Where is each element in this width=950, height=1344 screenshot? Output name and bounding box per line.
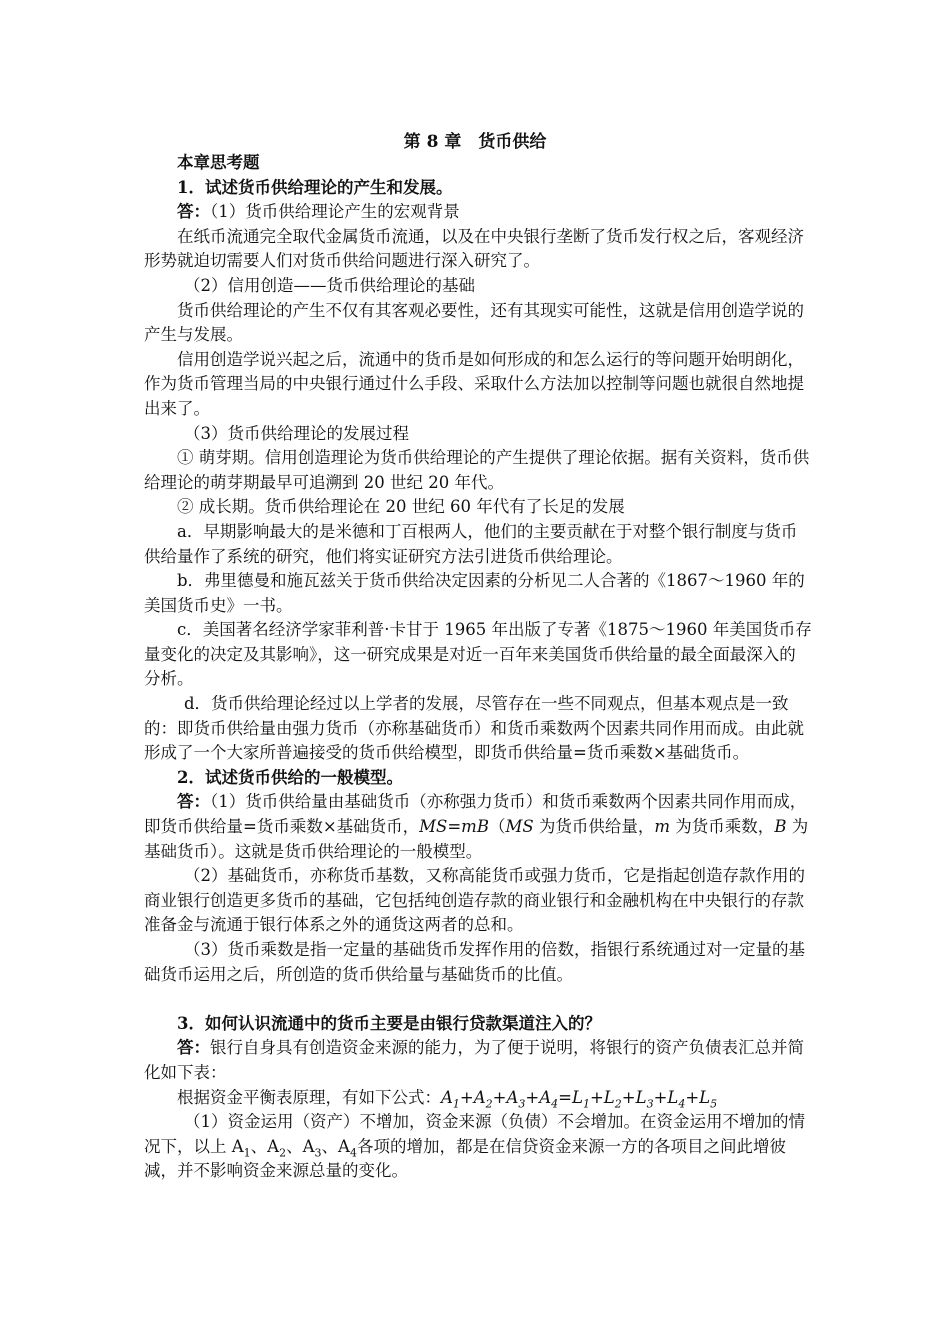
q2-p1-text-3: 为货币乘数， [670,817,775,837]
q1-subheading-2: （2）信用创造——货币供给理论的基础 [184,275,475,295]
q2-p1-text-4: 为基础货币）。这就是货币供给理论的一般模型。 [144,817,809,861]
q2-paragraph-1 [144,790,812,864]
q1-item-a: a．早期影响最大的是米德和丁百根两人，他们的主要贡献在于对整个银行制度与货币供给量作了系统的研究，他们将实证研究方法引进货币供给理论。 [144,521,798,566]
q2-p1-paren: （ [488,817,506,837]
q2-paragraph-2: （2）基础货币，亦称货币基数，又称高能货币或强力货币，它是指起创造存款作用的商业银行创造更多货币的基础，它包括纯创造存款的商业银行和金融机构在中央银行的存款准备金与流通于银行体系之外的通货这两者的总和。 [144,866,805,935]
q1-paragraph-3: 信用创造学说兴起之后，流通中的货币是如何形成的和怎么运行的等问题开始明朗化，作为货币管理当局的中央银行通过什么手段、采取什么方法加以控制等问题也就很自然地提出来了。 [144,349,804,418]
formula-ms-mb: MS=mB [419,817,489,837]
answer-label: 答： [177,1038,210,1058]
q2-p1-text-2: 为货币供给量， [533,817,655,837]
q1-item-c: c．美国著名经济学家菲利普·卡甘于 1965 年出版了专著《1875～1960 年美国货币存量变化的决定及其影响》，这一研究成果是对近一百年来美国货币供给量的最全面最深入的分析。 [144,620,812,689]
q1-paragraph-2: 货币供给理论的产生不仅有其客观必要性，还有其现实可能性，这就是信用创造学说的产生与发展。 [144,300,804,345]
q1-paragraph-5: ② 成长期。货币供给理论在 20 世纪 60 年代有了长足的发展 [177,497,625,517]
q3-p3-sep: 、A [286,1136,315,1156]
q3-paragraph-3: （1）资金运用（资产）不增加，资金来源（负债）不会增加。在资金运用不增加的情况下，以上 $A_1$、$A_2$、$A_3$、$A_4$各项的增加，都是在信贷资金来源一方的各项目之间此增彼减，并不影响资金来源总量的变化。 [144,1112,805,1181]
q2-p1-text: （1）货币供给量由基础货币（亦称强力货币）和货币乘数两个因素共同作用而成，即货币供给量=货币乘数×基础货币， [144,792,807,837]
q3-paragraph-2 [144,1086,812,1111]
q3-p3-sep: 、A [250,1136,280,1156]
var-m: m [654,817,671,837]
answer-label: 答： [177,202,210,222]
q3-p1-text: 银行自身具有创造资金来源的能力，为了便于说明，将银行的资产负债表汇总并简化如下表： [144,1038,804,1082]
q1-paragraph-1: 在纸币流通完全取代金属货币流通，以及在中央银行垄断了货币发行权之后，客观经济形势就迫切需要人们对货币供给问题进行深入研究了。 [144,226,804,271]
q1-subheading-3: （3）货币供给理论的发展过程 [184,423,409,443]
var-ms: MS [505,817,534,837]
q1-answer-intro [144,200,812,225]
question-1: 1．试述货币供给理论的产生和发展。 [177,177,453,197]
q1-paragraph-4: ① 萌芽期。信用创造理论为货币供给理论的产生提供了理论依据。据有关资料，货币供给理论的萌芽期最早可追溯到 20 世纪 20 年代。 [144,448,810,492]
q3-p3-sep: 、A [321,1136,350,1156]
section-heading: 本章思考题 [177,153,260,172]
question-2: 2．试述货币供给的一般模型。 [177,767,403,787]
q2-paragraph-3: （3）货币乘数是指一定量的基础货币发挥作用的倍数，指银行系统通过对一定量的基础货币运用之后，所创造的货币供给量与基础货币的比值。 [144,940,805,984]
question-3: 3．如何认识流通中的货币主要是由银行贷款渠道注入的？ [177,1013,601,1033]
blank-line [144,987,812,1012]
balance-formula: $A_1+A_2+A_3+A_4=L_1+L_2+L_3+L_4+L_5$ [441,1087,718,1110]
chapter-title: 第 8 章 货币供给 [403,132,547,152]
q1-item-d: d．货币供给理论经过以上学者的发展，尽管存在一些不同观点，但基本观点是一致的：即货币供给量由强力货币（亦称基础货币）和货币乘数两个因素共同作用而成。由此就形成了一个大家所普遍接受的货币供给模型，即货币供给量=货币乘数×基础货币。 [144,694,804,763]
q1-subheading-1: （1）货币供给理论产生的宏观背景 [210,202,460,222]
q3-p3-text-end: 各项的增加，都是在信贷资金来源一方的各项目之间此增彼减，并不影响资金来源总量的变化。 [144,1136,786,1181]
q1-item-b: b．弗里德曼和施瓦兹关于货币供给决定因素的分析见二人合著的《1867～1960 年的美国货币史》一书。 [144,571,805,615]
document-body [144,151,812,1184]
q3-paragraph-1 [144,1036,812,1085]
q3-p2-text: 根据资金平衡表原理，有如下公式： [177,1087,441,1107]
var-b: B [774,817,787,837]
q3-p3-text: （1）资金运用（资产）不增加，资金来源（负债）不会增加。在资金运用不增加的情况下，以上 A [144,1112,805,1156]
answer-label: 答： [177,792,210,812]
